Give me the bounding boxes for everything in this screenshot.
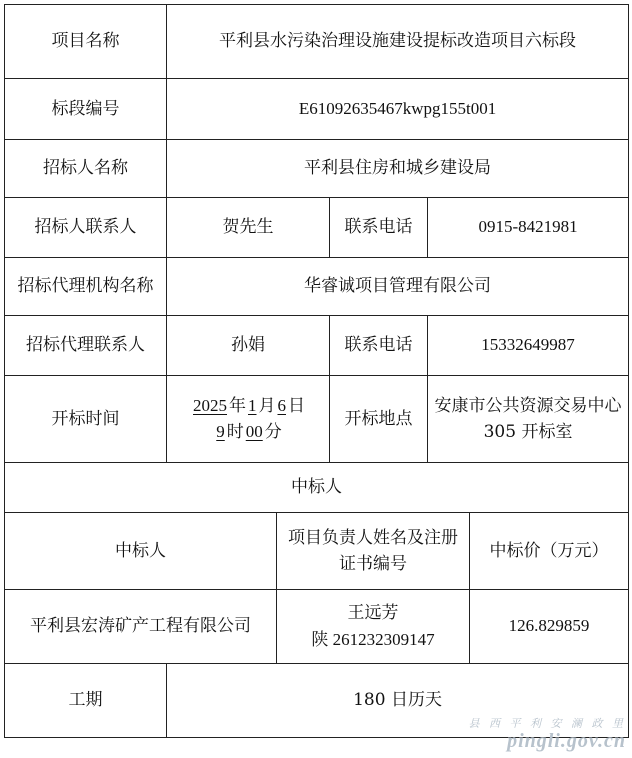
- price-column-header: 中标价（万元）: [470, 513, 629, 590]
- opening-date: [171, 393, 325, 419]
- month-unit: 月: [258, 395, 276, 416]
- manager-value: [277, 590, 470, 664]
- agency-contact-value: 孙娟: [167, 316, 330, 376]
- opening-day: 6: [277, 395, 286, 415]
- tenderer-contact-value: 贺先生: [167, 198, 330, 258]
- manager-column-header: 项目负责人姓名及注册证书编号: [277, 513, 470, 590]
- opening-place-value: 安康市公共资源交易中心 305 开标室: [428, 376, 629, 463]
- tenderer-label: 招标人名称: [5, 140, 167, 198]
- tenderer-contact-label: 招标人联系人: [5, 198, 167, 258]
- tenderer-phone-label: 联系电话: [330, 198, 428, 258]
- agency-phone-label: 联系电话: [330, 316, 428, 376]
- row-agency-contact: [5, 316, 629, 376]
- row-opening: [5, 376, 629, 463]
- row-agency: [5, 258, 629, 316]
- price-value: 126.829859: [470, 590, 629, 664]
- manager-name: 王远芳: [347, 603, 399, 624]
- watermark-line2: pingli.gov.cn: [507, 730, 626, 752]
- row-project-name: [5, 5, 629, 79]
- project-name-label: 项目名称: [5, 5, 167, 79]
- winner-column-header: 中标人: [5, 513, 277, 590]
- agency-label: 招标代理机构名称: [5, 258, 167, 316]
- row-winner-header: [5, 513, 629, 590]
- duration-value: 180 日历天: [167, 664, 629, 738]
- row-winner-title: [5, 463, 629, 513]
- tenderer-value: 平利县住房和城乡建设局: [167, 140, 629, 198]
- duration-label: 工期: [5, 664, 167, 738]
- row-winner: [5, 590, 629, 664]
- agency-contact-label: 招标代理联系人: [5, 316, 167, 376]
- tender-result-table: [4, 4, 629, 738]
- site-watermark: [469, 718, 626, 752]
- hour-unit: 时: [226, 422, 244, 442]
- row-section-code: [5, 79, 629, 140]
- watermark-line1: 县 西 平 利 安 澜 政 里: [468, 716, 626, 730]
- winner-section-title: 中标人: [5, 463, 629, 513]
- project-name-value: 平利县水污染治理设施建设提标改造项目六标段: [167, 5, 629, 79]
- manager-cert: 陕 261232309147: [311, 629, 435, 649]
- opening-month: 1: [248, 395, 257, 415]
- opening-hour: 9: [216, 422, 225, 441]
- year-unit: 年: [229, 395, 246, 416]
- opening-time-value: [167, 376, 330, 463]
- opening-year: 2025: [193, 395, 227, 415]
- agency-phone-value: 15332649987: [428, 316, 629, 376]
- row-tenderer: [5, 140, 629, 198]
- section-code-label: 标段编号: [5, 79, 167, 140]
- opening-minute: 00: [245, 422, 263, 441]
- agency-value: 华睿诚项目管理有限公司: [167, 258, 629, 316]
- minute-unit: 分: [264, 422, 282, 442]
- opening-place-label: 开标地点: [330, 376, 428, 463]
- winner-value: 平利县宏涛矿产工程有限公司: [5, 590, 277, 664]
- opening-clock: [171, 419, 325, 445]
- opening-time-label: 开标时间: [5, 376, 167, 463]
- row-tenderer-contact: [5, 198, 629, 258]
- day-unit: 日: [288, 395, 305, 416]
- tenderer-phone-value: 0915-8421981: [428, 198, 629, 258]
- section-code-value: E61092635467kwpg155t001: [167, 79, 629, 140]
